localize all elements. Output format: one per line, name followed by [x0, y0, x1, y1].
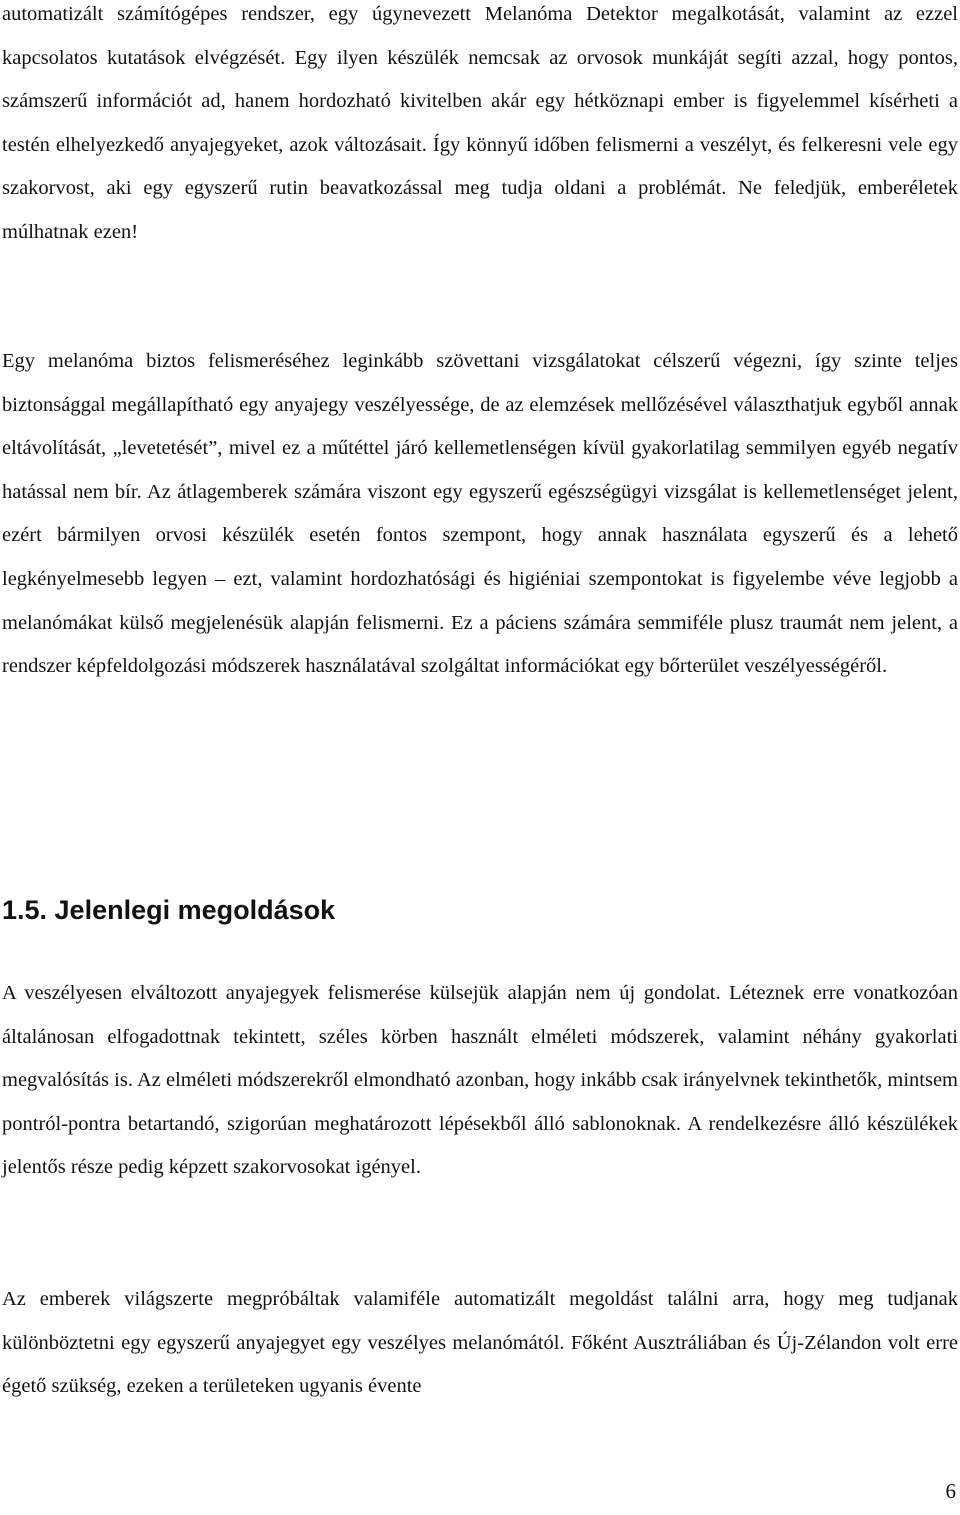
body-paragraph-intro-continued: automatizált számítógépes rendszer, egy úgynevezett Melanóma Detektor megalkotását, valamint az ezzel kapcsolatos kutatások elvégzését. Egy ilyen készülék nemcsak az orvosok munkáját segíti azzal, hogy pontos, számszerű információt ad, hanem hordozható kivitelben akár egy hétköznapi ember is figyelemmel kísérheti a testén elhelyezkedő anyajegyeket, azok változásait. Így könnyű időben felismerni a veszélyt, és felkeresni vele egy szakorvost, aki egy egyszerű rutin beavatkozással meg tudja oldani a problémát. Ne feledjük, emberéletek múlhatnak ezen!: [2, 3, 958, 243]
body-paragraph-melanoma-detection: Egy melanóma biztos felismeréséhez leginkább szövettani vizsgálatokat célszerű végezni, így szinte teljes biztonsággal megállapítható egy anyajegy veszélyessége, de az elemzések mellőzésével választhatjuk egyből annak eltávolítását, „levetetését”, mivel ez a műtéttel járó kellemetlenségen kívül gyakorlatilag semmilyen egyéb negatív hatással nem bír. Az átlagemberek számára viszont egy egyszerű egészségügyi vizsgálat is kellemetlenséget jelent, ezért bármilyen orvosi készülék esetén fontos szempont, hogy annak használata egyszerű és a lehető legkényelmesebb legyen – ezt, valamint hordozhatósági és higiéniai szempontokat is figyelembe véve legjobb a melanómákat külső megjelenésük alapján felismerni. Ez a páciens számára semmiféle plusz traumát nem jelent, a rendszer képfeldolgozási módszerek használatával szolgáltat információkat egy bőrterület veszélyességéről.: [2, 350, 958, 678]
section-heading: 1.5. Jelenlegi megoldások: [2, 895, 336, 925]
page-number: 6: [945, 1479, 956, 1503]
body-paragraph-current-solutions: A veszélyesen elváltozott anyajegyek felismerése külsejük alapján nem új gondolat. Léteznek erre vonatkozóan általánosan elfogadottnak tekintett, széles körben használt elméleti módszerek, valamint néhány gyakorlati megvalósítás is. Az elméleti módszerekről elmondható azonban, hogy inkább csak irányelvnek tekinthetők, mintsem pontról-pontra betartandó, szigorúan meghatározott lépésekből álló sablonoknak. A rendelkezésre álló készülékek jelentős része pedig képzett szakorvosokat igényel.: [2, 982, 958, 1179]
body-paragraph-automated-attempts: Az emberek világszerte megpróbáltak valamiféle automatizált megoldást találni arra, hogy meg tudjanak különböztetni egy egyszerű anyajegyet egy veszélyes melanómától. Főként Ausztráliában és Új-Zélandon volt erre égető szükség, ezeken a területeken ugyanis évente: [2, 1288, 958, 1398]
